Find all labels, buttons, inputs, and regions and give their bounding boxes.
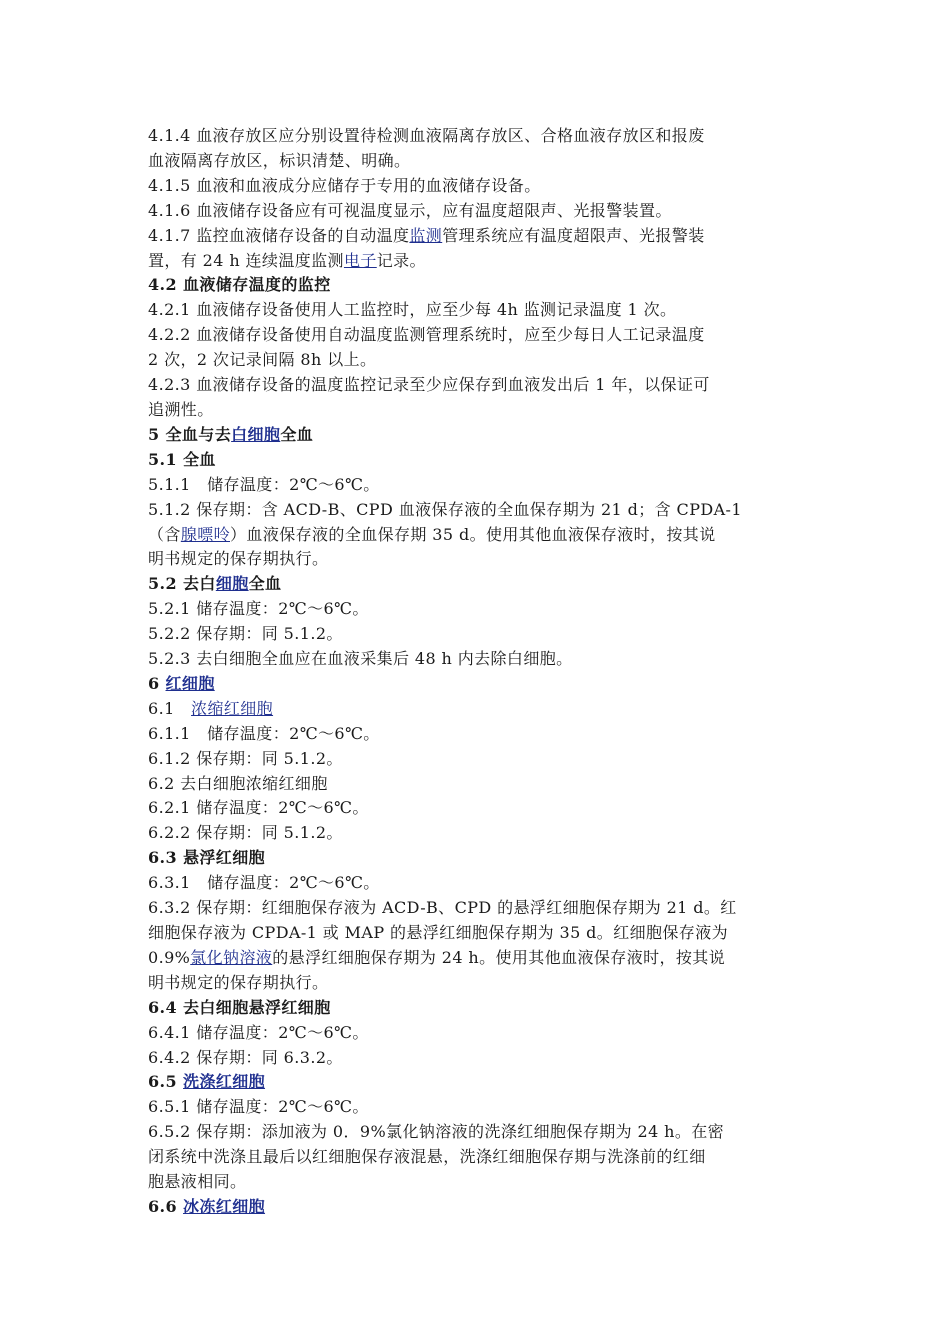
link-xibao[interactable]: 细胞 bbox=[215, 574, 249, 594]
para-6-4-2: 6.4.2 保存期：同 6.3.2。 bbox=[148, 1047, 343, 1067]
link-xianpiaoling[interactable]: 腺嘌呤 bbox=[180, 524, 231, 544]
para-4-2-2-line1: 4.2.2 血液储存设备使用自动温度监测管理系统时，应至少每日人工记录温度 bbox=[148, 325, 705, 345]
link-dianzi[interactable]: 电子 bbox=[343, 250, 377, 270]
heading-5-text: 5 全血与去 bbox=[148, 424, 232, 444]
para-4-1-5: 4.1.5 血液和血液成分应储存于专用的血液储存设备。 bbox=[148, 175, 541, 195]
heading-6 bbox=[148, 672, 812, 697]
link-jiance[interactable]: 监测 bbox=[409, 225, 443, 245]
link-bingdong-hongxibao[interactable]: 冰冻红细胞 bbox=[183, 1196, 266, 1216]
para-5-1-2-line1: 5.1.2 保存期：含 ACD-B、CPD 血液保存液的全血保存期为 21 d；含 CPDA-1 bbox=[148, 499, 742, 519]
para-4-2-3-line1: 4.2.3 血液储存设备的温度监控记录至少应保存到血液发出后 1 年，以保证可 bbox=[148, 375, 710, 395]
para-6-5-2-line3: 胞悬液相同。 bbox=[148, 1172, 247, 1192]
para-6-3-2-line3-rest: 的悬浮红细胞保存期为 24 h。使用其他血液保存液时，按其说 bbox=[272, 947, 726, 967]
document-page bbox=[148, 124, 812, 1220]
heading-6-number: 6 bbox=[148, 673, 166, 693]
para-4-1-6: 4.1.6 血液储存设备应有可视温度显示，应有温度超限声、光报警装置。 bbox=[148, 200, 672, 220]
para-4-1-7-text: 4.1.7 监控血液储存设备的自动温度 bbox=[148, 225, 410, 245]
para-6-5-1: 6.5.1 储存温度：2℃～6℃。 bbox=[148, 1097, 369, 1117]
para-6-1-2: 6.1.2 保存期：同 5.1.2。 bbox=[148, 748, 343, 768]
para-6-2-2: 6.2.2 保存期：同 5.1.2。 bbox=[148, 823, 343, 843]
link-baixibao[interactable]: 白细胞 bbox=[231, 424, 281, 444]
para-5-2-3: 5.2.3 去白细胞全血应在血液采集后 48 h 内去除白细胞。 bbox=[148, 649, 573, 669]
link-nongsuo-hongxibao[interactable]: 浓缩红细胞 bbox=[191, 698, 274, 718]
para-5-1-1: 5.1.1 储存温度：2℃～6℃。 bbox=[148, 474, 380, 494]
heading-4-2: 4.2 血液储存温度的监控 bbox=[148, 275, 331, 295]
link-hongxibao[interactable]: 红细胞 bbox=[165, 673, 215, 693]
heading-5-1: 5.1 全血 bbox=[148, 449, 216, 469]
para-6-2: 6.2 去白细胞浓缩红细胞 bbox=[148, 773, 328, 793]
para-4-2-2-line2: 2 次，2 次记录间隔 8h 以上。 bbox=[148, 350, 377, 370]
para-5-1-2-line2-start: （含 bbox=[148, 524, 181, 544]
para-4-2-3-line2: 追溯性。 bbox=[148, 399, 214, 419]
para-6-3-2-line3-start: 0.9% bbox=[148, 947, 191, 967]
heading-5-2-text: 5.2 去白 bbox=[148, 574, 216, 594]
para-6-5-2-line2: 闭系统中洗涤且最后以红细胞保存液混悬，洗涤红细胞保存期与洗涤前的红细 bbox=[148, 1147, 706, 1167]
para-6-3-2-line3 bbox=[148, 946, 812, 971]
para-4-1-7-line2-end: 记录。 bbox=[376, 250, 426, 270]
para-6-3-2-line4: 明书规定的保存期执行。 bbox=[148, 972, 329, 992]
heading-6-1 bbox=[148, 697, 812, 722]
heading-6-1-number: 6.1 bbox=[148, 698, 192, 718]
heading-6-5 bbox=[148, 1070, 812, 1095]
para-5-1-2-line2-rest: ）血液保存液的全血保存期 35 d。使用其他血液保存液时，按其说 bbox=[230, 524, 716, 544]
link-xidi-hongxibao[interactable]: 洗涤红细胞 bbox=[183, 1072, 266, 1092]
heading-5-2-text-end: 全血 bbox=[248, 574, 282, 594]
para-5-1-2-line3: 明书规定的保存期执行。 bbox=[148, 549, 329, 569]
heading-6-6 bbox=[148, 1195, 812, 1220]
heading-5-2 bbox=[148, 572, 812, 597]
para-4-1-7-line2 bbox=[148, 249, 812, 274]
para-6-5-2-line1: 6.5.2 保存期：添加液为 0．9%氯化钠溶液的洗涤红细胞保存期为 24 h。在密 bbox=[148, 1122, 725, 1142]
para-6-3-2-line2: 细胞保存液为 CPDA-1 或 MAP 的悬浮红细胞保存期为 35 d。红细胞保存液为 bbox=[148, 923, 728, 942]
para-6-2-1: 6.2.1 储存温度：2℃～6℃。 bbox=[148, 798, 369, 818]
heading-6-6-number: 6.6 bbox=[148, 1196, 184, 1216]
heading-6-4: 6.4 去白细胞悬浮红细胞 bbox=[148, 997, 331, 1017]
heading-5-text-end: 全血 bbox=[280, 424, 314, 444]
heading-5 bbox=[148, 423, 812, 448]
para-4-1-4-line1: 4.1.4 血液存放区应分别设置待检测血液隔离存放区、合格血液存放区和报废 bbox=[148, 126, 705, 145]
para-6-4-1: 6.4.1 储存温度：2℃～6℃。 bbox=[148, 1022, 369, 1042]
para-5-2-1: 5.2.1 储存温度：2℃～6℃。 bbox=[148, 599, 369, 619]
para-4-1-7-text-cont: 管理系统应有温度超限声、光报警装 bbox=[442, 225, 705, 245]
para-4-2-1: 4.2.1 血液储存设备使用人工监控时，应至少每 4h 监测记录温度 1 次。 bbox=[148, 300, 677, 320]
para-6-3-1: 6.3.1 储存温度：2℃～6℃。 bbox=[148, 873, 380, 893]
para-5-1-2-line2 bbox=[148, 523, 812, 548]
para-4-1-4-line2: 血液隔离存放区，标识清楚、明确。 bbox=[148, 150, 411, 170]
para-6-3-2-line1: 6.3.2 保存期：红细胞保存液为 ACD-B、CPD 的悬浮红细胞保存期为 21 d。红 bbox=[148, 898, 737, 918]
heading-6-5-number: 6.5 bbox=[148, 1072, 184, 1092]
heading-6-3: 6.3 悬浮红细胞 bbox=[148, 848, 266, 868]
para-5-2-2: 5.2.2 保存期：同 5.1.2。 bbox=[148, 624, 343, 644]
link-lvhuana-rongye[interactable]: 氯化钠溶液 bbox=[190, 947, 273, 967]
para-6-1-1: 6.1.1 储存温度：2℃～6℃。 bbox=[148, 723, 380, 743]
para-4-1-7-line2-text: 置，有 24 h 连续温度监测 bbox=[148, 250, 344, 270]
para-4-1-7-line1 bbox=[148, 224, 812, 249]
